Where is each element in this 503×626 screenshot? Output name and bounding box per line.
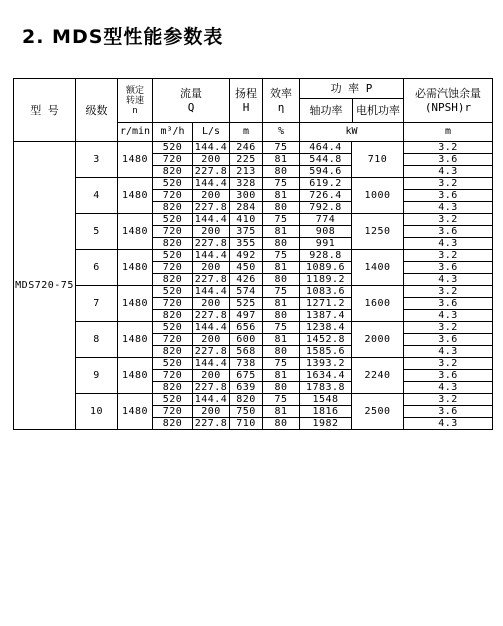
- shaft-power-cell: 1585.6: [300, 346, 352, 358]
- flow-ls-cell: 227.8: [193, 310, 230, 322]
- performance-table: [13, 78, 493, 430]
- head-cell: 213: [230, 166, 263, 178]
- npsh-cell: 4.3: [404, 274, 493, 286]
- table-row: [14, 322, 493, 334]
- flow-m3h-cell: 720: [153, 226, 193, 238]
- shaft-power-cell: 464.4: [300, 142, 352, 154]
- head-cell: 568: [230, 346, 263, 358]
- npsh-cell: 4.3: [404, 382, 493, 394]
- unit-flow-ls: L/s: [193, 123, 230, 142]
- efficiency-cell: 80: [263, 382, 300, 394]
- motor-power-cell: 2000: [352, 322, 404, 358]
- flow-m3h-cell: 720: [153, 154, 193, 166]
- unit-speed: r/min: [118, 123, 153, 142]
- motor-power-cell: 2240: [352, 358, 404, 394]
- efficiency-cell: 75: [263, 214, 300, 226]
- header-npsh-symbol: (NPSH)r: [424, 101, 472, 114]
- motor-power-cell: 1250: [352, 214, 404, 250]
- npsh-cell: 3.6: [404, 262, 493, 274]
- efficiency-cell: 75: [263, 394, 300, 406]
- efficiency-cell: 80: [263, 166, 300, 178]
- npsh-cell: 3.6: [404, 190, 493, 202]
- shaft-power-cell: 1783.8: [300, 382, 352, 394]
- flow-ls-cell: 200: [193, 226, 230, 238]
- npsh-cell: 4.3: [404, 310, 493, 322]
- head-cell: 355: [230, 238, 263, 250]
- flow-ls-cell: 144.4: [193, 250, 230, 262]
- head-cell: 497: [230, 310, 263, 322]
- efficiency-cell: 80: [263, 202, 300, 214]
- header-shaft-power: 轴功率: [300, 99, 353, 122]
- table-row: [14, 142, 493, 154]
- header-head-label: 扬程: [235, 87, 257, 100]
- npsh-cell: 3.6: [404, 298, 493, 310]
- flow-m3h-cell: 520: [153, 286, 193, 298]
- npsh-cell: 4.3: [404, 166, 493, 178]
- flow-m3h-cell: 820: [153, 310, 193, 322]
- header-head: [230, 79, 263, 123]
- shaft-power-cell: 544.8: [300, 154, 352, 166]
- speed-cell: 1480: [118, 214, 153, 250]
- head-cell: 820: [230, 394, 263, 406]
- stages-cell: 10: [76, 394, 118, 430]
- efficiency-cell: 80: [263, 418, 300, 430]
- header-efficiency-symbol: η: [277, 101, 285, 114]
- flow-ls-cell: 227.8: [193, 166, 230, 178]
- unit-npsh: m: [404, 123, 493, 142]
- unit-head: m: [230, 123, 263, 142]
- shaft-power-cell: 1083.6: [300, 286, 352, 298]
- header-stages: 级数: [76, 79, 118, 142]
- flow-ls-cell: 144.4: [193, 358, 230, 370]
- efficiency-cell: 80: [263, 238, 300, 250]
- shaft-power-cell: 928.8: [300, 250, 352, 262]
- stages-cell: 3: [76, 142, 118, 178]
- shaft-power-cell: 1548: [300, 394, 352, 406]
- flow-m3h-cell: 520: [153, 142, 193, 154]
- head-cell: 574: [230, 286, 263, 298]
- flow-m3h-cell: 520: [153, 178, 193, 190]
- efficiency-cell: 75: [263, 358, 300, 370]
- shaft-power-cell: 1816: [300, 406, 352, 418]
- efficiency-cell: 75: [263, 142, 300, 154]
- unit-efficiency: %: [263, 123, 300, 142]
- flow-m3h-cell: 520: [153, 394, 193, 406]
- speed-cell: 1480: [118, 286, 153, 322]
- efficiency-cell: 80: [263, 310, 300, 322]
- shaft-power-cell: 1634.4: [300, 370, 352, 382]
- flow-m3h-cell: 520: [153, 250, 193, 262]
- motor-power-cell: 1400: [352, 250, 404, 286]
- flow-m3h-cell: 720: [153, 262, 193, 274]
- table-body: [14, 142, 493, 430]
- head-cell: 492: [230, 250, 263, 262]
- npsh-cell: 4.3: [404, 346, 493, 358]
- efficiency-cell: 81: [263, 190, 300, 202]
- speed-cell: 1480: [118, 322, 153, 358]
- shaft-power-cell: 1089.6: [300, 262, 352, 274]
- head-cell: 300: [230, 190, 263, 202]
- shaft-power-cell: 1393.2: [300, 358, 352, 370]
- npsh-cell: 3.6: [404, 406, 493, 418]
- efficiency-cell: 80: [263, 346, 300, 358]
- page-title: 2. MDS型性能参数表: [22, 26, 224, 48]
- npsh-cell: 4.3: [404, 238, 493, 250]
- header-motor-power: 电机功率: [356, 104, 400, 117]
- npsh-cell: 3.2: [404, 214, 493, 226]
- flow-m3h-cell: 720: [153, 298, 193, 310]
- motor-power-cell: 710: [352, 142, 404, 178]
- flow-ls-cell: 144.4: [193, 178, 230, 190]
- table-row: [14, 286, 493, 298]
- header-npsh: [404, 79, 493, 123]
- speed-cell: 1480: [118, 394, 153, 430]
- efficiency-cell: 81: [263, 154, 300, 166]
- flow-ls-cell: 200: [193, 154, 230, 166]
- flow-ls-cell: 200: [193, 370, 230, 382]
- flow-ls-cell: 227.8: [193, 418, 230, 430]
- flow-ls-cell: 200: [193, 406, 230, 418]
- efficiency-cell: 80: [263, 274, 300, 286]
- efficiency-cell: 81: [263, 226, 300, 238]
- flow-ls-cell: 144.4: [193, 394, 230, 406]
- flow-ls-cell: 144.4: [193, 286, 230, 298]
- flow-ls-cell: 200: [193, 298, 230, 310]
- efficiency-cell: 75: [263, 286, 300, 298]
- flow-ls-cell: 227.8: [193, 238, 230, 250]
- speed-cell: 1480: [118, 142, 153, 178]
- header-flow-symbol: Q: [187, 101, 195, 114]
- shaft-power-cell: 774: [300, 214, 352, 226]
- npsh-cell: 3.2: [404, 394, 493, 406]
- npsh-cell: 3.2: [404, 250, 493, 262]
- flow-m3h-cell: 720: [153, 190, 193, 202]
- head-cell: 525: [230, 298, 263, 310]
- flow-m3h-cell: 820: [153, 202, 193, 214]
- speed-cell: 1480: [118, 178, 153, 214]
- flow-m3h-cell: 820: [153, 382, 193, 394]
- flow-m3h-cell: 720: [153, 334, 193, 346]
- head-cell: 710: [230, 418, 263, 430]
- stages-cell: 6: [76, 250, 118, 286]
- npsh-cell: 4.3: [404, 202, 493, 214]
- head-cell: 225: [230, 154, 263, 166]
- efficiency-cell: 81: [263, 298, 300, 310]
- stages-cell: 8: [76, 322, 118, 358]
- table-row: [14, 214, 493, 226]
- head-cell: 656: [230, 322, 263, 334]
- header-flow: [153, 79, 230, 123]
- shaft-power-cell: 594.6: [300, 166, 352, 178]
- npsh-cell: 3.2: [404, 142, 493, 154]
- flow-m3h-cell: 820: [153, 346, 193, 358]
- flow-ls-cell: 227.8: [193, 202, 230, 214]
- header-npsh-label: 必需汽蚀余量: [415, 87, 481, 100]
- flow-ls-cell: 200: [193, 190, 230, 202]
- flow-ls-cell: 227.8: [193, 274, 230, 286]
- head-cell: 426: [230, 274, 263, 286]
- flow-ls-cell: 144.4: [193, 142, 230, 154]
- efficiency-cell: 75: [263, 250, 300, 262]
- header-head-symbol: H: [242, 101, 250, 114]
- head-cell: 600: [230, 334, 263, 346]
- head-cell: 675: [230, 370, 263, 382]
- motor-power-cell: 1600: [352, 286, 404, 322]
- header-speed-label: 额定转速: [125, 85, 144, 106]
- head-cell: 639: [230, 382, 263, 394]
- npsh-cell: 3.2: [404, 178, 493, 190]
- efficiency-cell: 75: [263, 322, 300, 334]
- npsh-cell: 3.2: [404, 322, 493, 334]
- flow-ls-cell: 200: [193, 334, 230, 346]
- motor-power-cell: 2500: [352, 394, 404, 430]
- stages-cell: 5: [76, 214, 118, 250]
- flow-m3h-cell: 820: [153, 418, 193, 430]
- shaft-power-cell: 726.4: [300, 190, 352, 202]
- flow-ls-cell: 227.8: [193, 346, 230, 358]
- header-efficiency: [263, 79, 300, 123]
- flow-m3h-cell: 520: [153, 214, 193, 226]
- efficiency-cell: 81: [263, 406, 300, 418]
- shaft-power-cell: 1271.2: [300, 298, 352, 310]
- head-cell: 738: [230, 358, 263, 370]
- model-cell: MDS720-75: [14, 142, 76, 430]
- flow-m3h-cell: 720: [153, 370, 193, 382]
- flow-m3h-cell: 820: [153, 166, 193, 178]
- flow-m3h-cell: 820: [153, 274, 193, 286]
- head-cell: 450: [230, 262, 263, 274]
- flow-ls-cell: 144.4: [193, 214, 230, 226]
- header-efficiency-label: 效率: [270, 87, 292, 100]
- head-cell: 328: [230, 178, 263, 190]
- shaft-power-cell: 1238.4: [300, 322, 352, 334]
- stages-cell: 4: [76, 178, 118, 214]
- shaft-power-cell: 991: [300, 238, 352, 250]
- head-cell: 284: [230, 202, 263, 214]
- head-cell: 375: [230, 226, 263, 238]
- efficiency-cell: 81: [263, 262, 300, 274]
- npsh-cell: 3.6: [404, 154, 493, 166]
- head-cell: 246: [230, 142, 263, 154]
- speed-cell: 1480: [118, 250, 153, 286]
- shaft-power-cell: 1387.4: [300, 310, 352, 322]
- speed-cell: 1480: [118, 358, 153, 394]
- npsh-cell: 3.2: [404, 358, 493, 370]
- flow-ls-cell: 200: [193, 262, 230, 274]
- header-speed-symbol: n: [132, 105, 138, 116]
- head-cell: 410: [230, 214, 263, 226]
- shaft-power-cell: 619.2: [300, 178, 352, 190]
- shaft-power-cell: 1452.8: [300, 334, 352, 346]
- table-row: [14, 178, 493, 190]
- flow-m3h-cell: 520: [153, 358, 193, 370]
- efficiency-cell: 81: [263, 370, 300, 382]
- shaft-power-cell: 792.8: [300, 202, 352, 214]
- efficiency-cell: 75: [263, 178, 300, 190]
- shaft-power-cell: 908: [300, 226, 352, 238]
- unit-flow-m3h: m³/h: [153, 123, 193, 142]
- unit-power: kW: [300, 123, 404, 142]
- header-power-label: 功 率 P: [300, 79, 403, 99]
- flow-m3h-cell: 520: [153, 322, 193, 334]
- npsh-cell: 3.6: [404, 370, 493, 382]
- npsh-cell: 4.3: [404, 418, 493, 430]
- header-flow-label: 流量: [180, 87, 202, 100]
- npsh-cell: 3.2: [404, 286, 493, 298]
- efficiency-cell: 81: [263, 334, 300, 346]
- header-power: [300, 79, 404, 123]
- header-model: 型 号: [14, 79, 76, 142]
- table-row: [14, 358, 493, 370]
- head-cell: 750: [230, 406, 263, 418]
- npsh-cell: 3.6: [404, 226, 493, 238]
- stages-cell: 9: [76, 358, 118, 394]
- table-row: [14, 250, 493, 262]
- npsh-cell: 3.6: [404, 334, 493, 346]
- flow-ls-cell: 227.8: [193, 382, 230, 394]
- shaft-power-cell: 1189.2: [300, 274, 352, 286]
- table-row: [14, 394, 493, 406]
- flow-m3h-cell: 720: [153, 406, 193, 418]
- flow-m3h-cell: 820: [153, 238, 193, 250]
- header-speed: [118, 79, 153, 123]
- stages-cell: 7: [76, 286, 118, 322]
- motor-power-cell: 1000: [352, 178, 404, 214]
- shaft-power-cell: 1982: [300, 418, 352, 430]
- flow-ls-cell: 144.4: [193, 322, 230, 334]
